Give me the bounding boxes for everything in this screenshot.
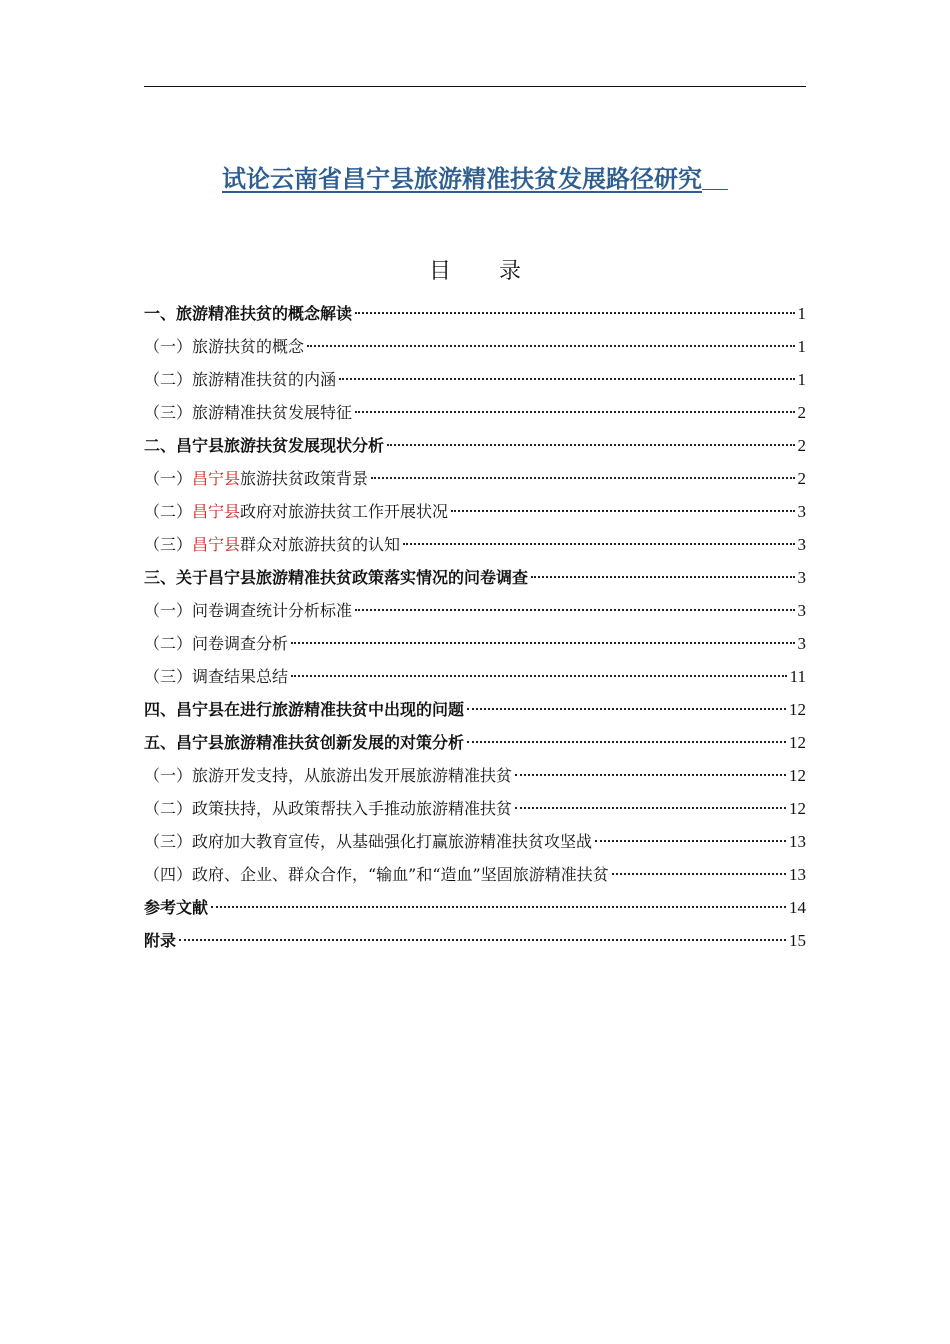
toc-entry[interactable] xyxy=(144,297,806,330)
toc-dot-leader xyxy=(612,873,786,875)
toc-entry[interactable] xyxy=(144,462,806,495)
toc-dot-leader xyxy=(339,378,794,380)
toc-entry-label xyxy=(144,792,512,825)
toc-dot-leader xyxy=(467,741,786,743)
toc-page-number: 12 xyxy=(789,799,806,818)
toc-entry-label xyxy=(144,627,288,660)
toc-entry-label xyxy=(144,726,464,759)
toc-entry-text: 四、昌宁县在进行旅游精准扶贫中出现的问题 xyxy=(144,700,465,719)
toc-dot-leader xyxy=(403,543,794,545)
toc-entry-text: （一）问卷调查统计分析标准 xyxy=(144,601,353,620)
toc-entry-text: 群众对旅游扶贫的认知 xyxy=(240,535,401,554)
toc-dot-leader xyxy=(531,576,794,578)
toc-entry-label xyxy=(144,660,288,693)
toc-entry-label xyxy=(144,693,464,726)
toc-entry[interactable] xyxy=(144,792,806,825)
toc-entry-label xyxy=(144,759,512,792)
toc-entry-label xyxy=(144,594,352,627)
toc-entry-label xyxy=(144,297,352,330)
toc-dot-leader xyxy=(595,840,786,842)
toc-entry[interactable] xyxy=(144,924,806,957)
toc-dot-leader xyxy=(387,444,794,446)
toc-entry-text: 二、昌宁县旅游扶贫发展现状分析 xyxy=(144,436,385,455)
toc-page-number: 3 xyxy=(797,634,806,653)
toc-entry-label xyxy=(144,396,352,429)
toc-page-number: 13 xyxy=(789,865,806,884)
document-title xyxy=(144,163,806,195)
toc-page-number: 3 xyxy=(797,568,806,587)
toc-dot-leader xyxy=(355,609,794,611)
toc-entry[interactable] xyxy=(144,759,806,792)
header-rule xyxy=(144,86,806,87)
toc-page-number: 1 xyxy=(797,304,806,323)
toc-entry-text: 三、关于昌宁县旅游精准扶贫政策落实情况的问卷调查 xyxy=(144,568,529,587)
toc-heading: 目录 xyxy=(428,259,569,284)
toc-entry[interactable] xyxy=(144,495,806,528)
toc-entry[interactable] xyxy=(144,594,806,627)
toc-entry[interactable] xyxy=(144,429,806,462)
toc-entry-label xyxy=(144,330,304,363)
toc-dot-leader xyxy=(467,708,786,710)
toc-entry-text: （四）政府、企业、群众合作，“输血”和“造血”坚固旅游精准扶贫 xyxy=(144,865,609,884)
toc-entry[interactable] xyxy=(144,825,806,858)
toc-entry-label xyxy=(144,924,176,957)
toc-entry[interactable] xyxy=(144,363,806,396)
toc-dot-leader xyxy=(307,345,794,347)
toc-entry[interactable] xyxy=(144,726,806,759)
toc-entry[interactable] xyxy=(144,561,806,594)
toc-entry-label xyxy=(144,495,448,528)
toc-dot-leader xyxy=(371,477,794,479)
toc-dot-leader xyxy=(515,774,786,776)
toc-entry[interactable] xyxy=(144,891,806,924)
toc-page-number: 12 xyxy=(789,733,806,752)
toc-entry-text: （三）旅游精准扶贫发展特征 xyxy=(144,403,353,422)
toc-page-number: 12 xyxy=(789,766,806,785)
toc-entry[interactable] xyxy=(144,528,806,561)
toc-entry-text: （一）旅游开发支持，从旅游出发开展旅游精准扶贫 xyxy=(144,766,513,785)
toc-entry-prefix: （三） xyxy=(144,535,193,554)
toc-dot-leader xyxy=(451,510,794,512)
toc-entry[interactable] xyxy=(144,396,806,429)
toc-entry-text: （三）调查结果总结 xyxy=(144,667,289,686)
toc-entry-text: （三）政府加大教育宣传，从基础强化打赢旅游精准扶贫攻坚战 xyxy=(144,832,593,851)
toc-entry-text: 旅游扶贫政策背景 xyxy=(240,469,369,488)
toc-entry-label xyxy=(144,528,400,561)
toc-page-number: 3 xyxy=(797,601,806,620)
toc-dot-leader xyxy=(211,906,786,908)
toc-dot-leader xyxy=(291,642,794,644)
toc-entry-prefix: （一） xyxy=(144,469,193,488)
document-title-text: 试论云南省昌宁县旅游精准扶贫发展路径研究 xyxy=(222,164,702,193)
toc-dot-leader xyxy=(179,939,786,941)
toc-page-number: 2 xyxy=(797,469,806,488)
toc-page-number: 2 xyxy=(797,403,806,422)
toc-entry-highlight: 昌宁县 xyxy=(192,535,241,554)
toc-dot-leader xyxy=(291,675,787,677)
toc-entry[interactable] xyxy=(144,693,806,726)
toc-entry[interactable] xyxy=(144,627,806,660)
toc-page-number: 3 xyxy=(797,535,806,554)
toc-entry-text: （二）政策扶持，从政策帮扶入手推动旅游精准扶贫 xyxy=(144,799,513,818)
toc-entry-label xyxy=(144,858,609,891)
toc-page-number: 14 xyxy=(789,898,806,917)
toc-page-number: 13 xyxy=(789,832,806,851)
toc-entry-text: 政府对旅游扶贫工作开展状况 xyxy=(240,502,449,521)
toc-entry-label xyxy=(144,561,528,594)
toc-page-number: 15 xyxy=(789,931,806,950)
toc-entry-highlight: 昌宁县 xyxy=(192,502,241,521)
toc-entry-text: 参考文献 xyxy=(144,898,209,917)
table-of-contents xyxy=(144,297,806,957)
toc-dot-leader xyxy=(355,411,794,413)
toc-entry[interactable] xyxy=(144,858,806,891)
toc-dot-leader xyxy=(515,807,786,809)
toc-page-number: 12 xyxy=(789,700,806,719)
toc-entry[interactable] xyxy=(144,660,806,693)
toc-entry-label xyxy=(144,429,384,462)
toc-entry-label xyxy=(144,825,592,858)
toc-entry-text: （一）旅游扶贫的概念 xyxy=(144,337,305,356)
toc-entry-text: 五、昌宁县旅游精准扶贫创新发展的对策分析 xyxy=(144,733,465,752)
toc-entry-text: 附录 xyxy=(144,931,177,950)
toc-entry-highlight: 昌宁县 xyxy=(192,469,241,488)
toc-entry-label xyxy=(144,363,336,396)
toc-entry[interactable] xyxy=(144,330,806,363)
toc-entry-label xyxy=(144,891,208,924)
toc-page-number: 1 xyxy=(797,370,806,389)
toc-entry-text: 一、旅游精准扶贫的概念解读 xyxy=(144,304,353,323)
toc-entry-text: （二）问卷调查分析 xyxy=(144,634,289,653)
title-underline-tail xyxy=(702,165,728,190)
toc-page-number: 11 xyxy=(789,667,806,686)
toc-page-number: 3 xyxy=(797,502,806,521)
toc-page-number: 2 xyxy=(797,436,806,455)
toc-page-number: 1 xyxy=(797,337,806,356)
toc-dot-leader xyxy=(355,312,794,314)
toc-entry-prefix: （二） xyxy=(144,502,193,521)
toc-entry-text: （二）旅游精准扶贫的内涵 xyxy=(144,370,337,389)
toc-entry-label xyxy=(144,462,368,495)
